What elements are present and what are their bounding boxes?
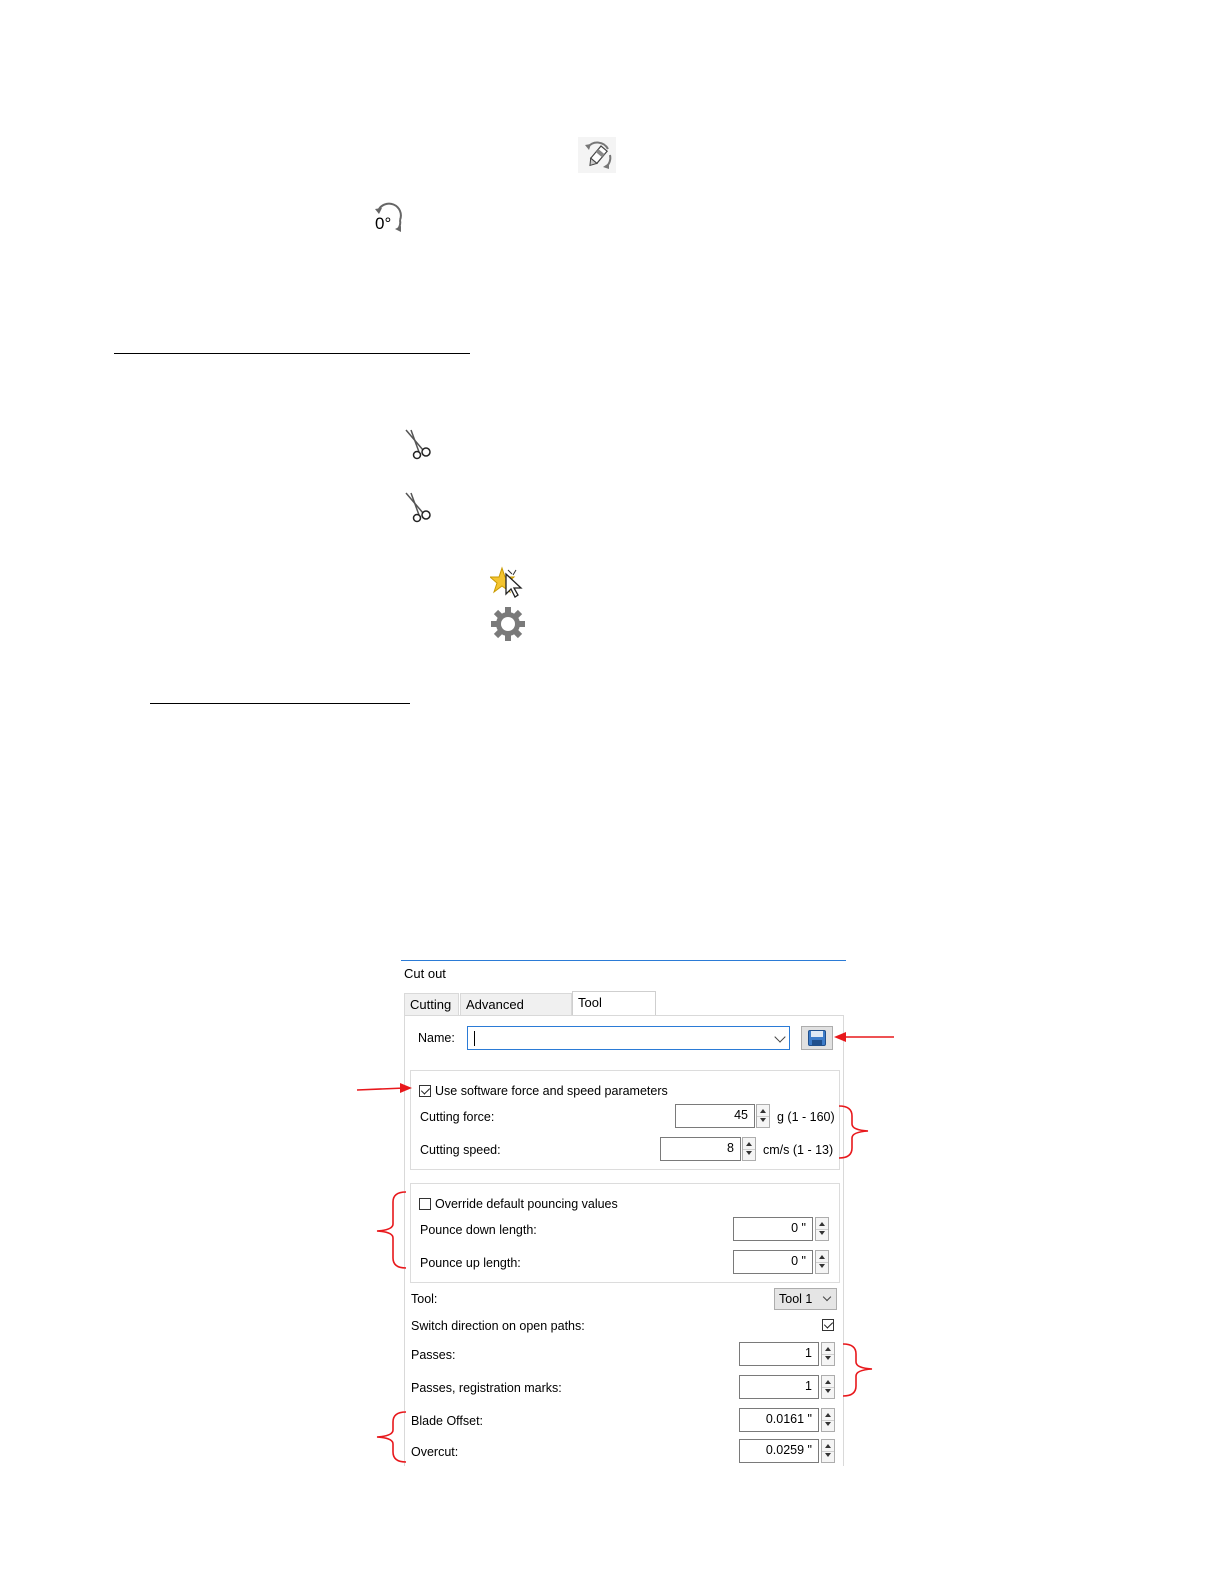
- passes-reg-label: Passes, registration marks:: [411, 1381, 562, 1395]
- cutting-force-label: Cutting force:: [420, 1110, 495, 1124]
- passes-label: Passes:: [411, 1348, 456, 1362]
- dialog-title: Cut out: [404, 966, 446, 981]
- switch-direction-label: Switch direction on open paths:: [411, 1319, 585, 1333]
- passes-input[interactable]: 1: [739, 1342, 819, 1366]
- tab-tool-settings[interactable]: Tool: [572, 991, 656, 1016]
- name-label: Name:: [418, 1031, 455, 1045]
- pounce-down-label: Pounce down length:: [420, 1223, 537, 1237]
- cutting-force-unit: g (1 - 160): [777, 1110, 835, 1124]
- override-pouncing-label: Override default pouncing values: [435, 1197, 618, 1211]
- cutting-speed-label: Cutting speed:: [420, 1143, 501, 1157]
- use-software-label: Use software force and speed parameters: [435, 1084, 668, 1098]
- cutting-force-input[interactable]: 45: [675, 1104, 755, 1128]
- tab-cutting[interactable]: Cutting: [404, 993, 459, 1015]
- pounce-up-label: Pounce up length:: [420, 1256, 521, 1270]
- pounce-up-input[interactable]: 0 ": [733, 1250, 813, 1274]
- cutting-speed-unit: cm/s (1 - 13): [763, 1143, 834, 1157]
- cutting-speed-input[interactable]: 8: [660, 1137, 741, 1161]
- tool-select-value: Tool 1: [779, 1292, 813, 1306]
- blade-offset-input[interactable]: 0.0161 ": [739, 1408, 819, 1432]
- rotate-zero-label: 0°: [375, 214, 392, 233]
- pounce-down-input[interactable]: 0 ": [733, 1217, 813, 1241]
- tab-advanced-settings[interactable]: Advanced: [460, 993, 572, 1015]
- passes-reg-input[interactable]: 1: [739, 1375, 819, 1399]
- overcut-input[interactable]: 0.0259 ": [739, 1439, 819, 1463]
- overcut-label: Overcut:: [411, 1445, 459, 1459]
- blade-offset-label: Blade Offset:: [411, 1414, 484, 1428]
- tool-label: Tool:: [411, 1292, 438, 1306]
